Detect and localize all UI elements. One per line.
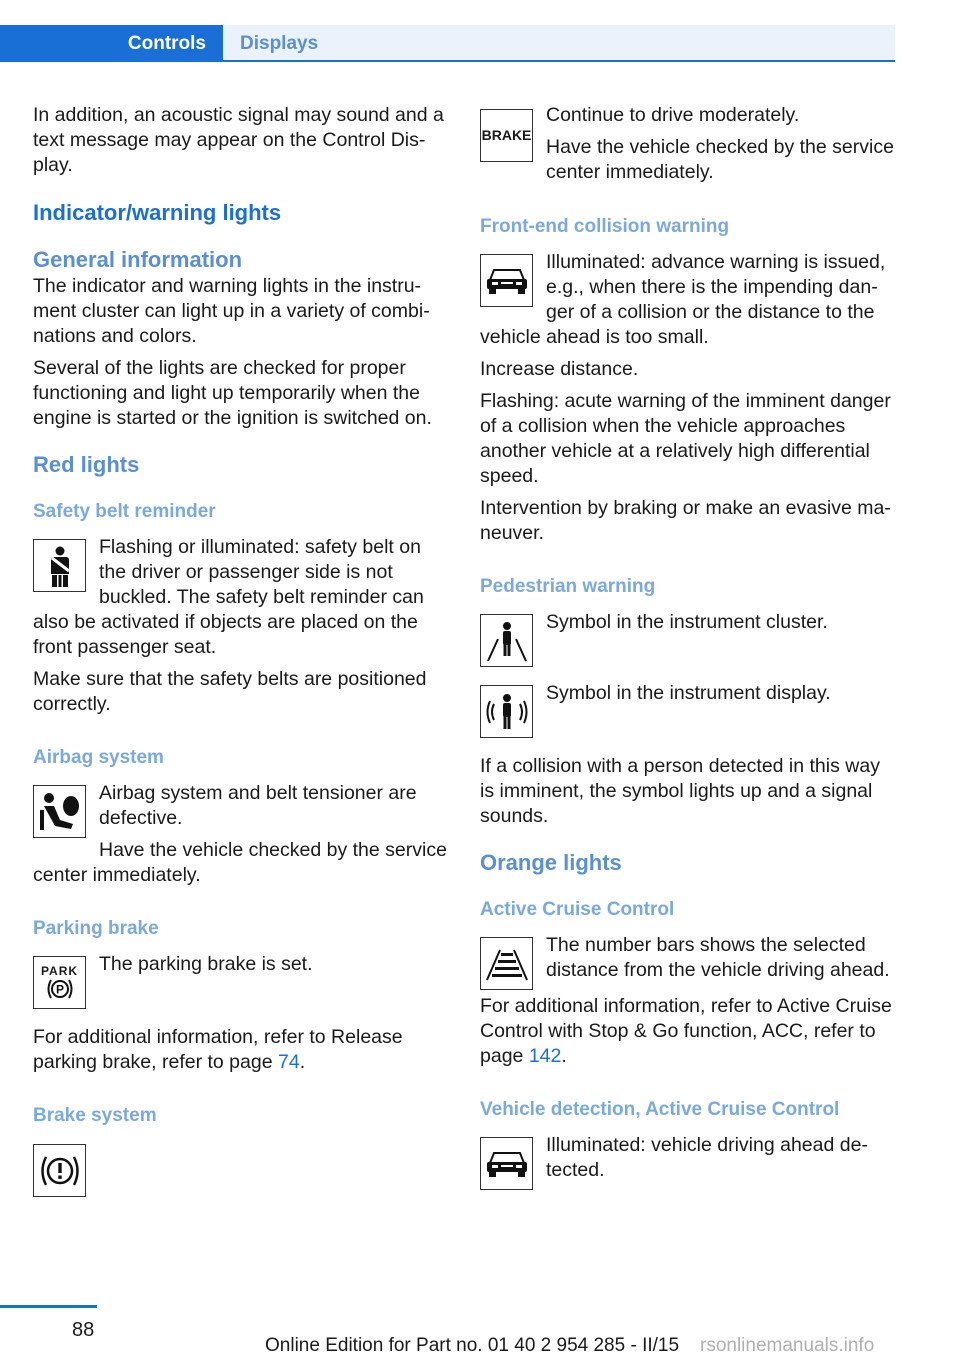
vehicle-detection-paragraph: Illuminated: vehicle driving ahead detected. (546, 1134, 868, 1181)
heading-red-lights: Red lights (33, 452, 140, 477)
brake-text-block (480, 103, 895, 185)
vehicle-detection-car-icon (480, 1137, 533, 1190)
airbag-icon (33, 785, 86, 838)
general-paragraph-2: Several of the lights are checked for proper functioning and light up temporarily when the engine is started or the ignition is switched on. (33, 357, 432, 429)
heading-active-cruise-control: Active Cruise Control (480, 899, 675, 920)
pedestrian-paragraph-2: Symbol in the instrument display. (546, 682, 831, 704)
general-paragraph-1: The indicator and warning lights in the instrument cluster can light up in a variety of combinations and colors. (33, 275, 430, 347)
pedestrian-display-icon (480, 685, 533, 738)
header-tabs (0, 25, 895, 62)
heading-airbag-system: Airbag system (33, 747, 164, 768)
tab-controls[interactable]: Controls (0, 25, 223, 62)
pedestrian-display-block (480, 681, 895, 706)
pedestrian-cluster-block (480, 610, 895, 635)
left-column (33, 103, 448, 1201)
heading-safety-belt-reminder: Safety belt reminder (33, 501, 216, 522)
tab-displays[interactable]: Displays (223, 25, 895, 62)
airbag-paragraph-2: Have the vehicle checked by the service center immediately. (33, 839, 447, 886)
heading-vehicle-detection: Vehicle detection, Active Cruise Control (480, 1099, 840, 1120)
parking-paragraph-1: The parking brake is set. (99, 953, 313, 975)
front-paragraph-3: Flashing: acute warning of the imminent danger of a collision when the vehicle approaches another vehicle at a relatively high differential speed. (480, 390, 891, 487)
acc-block (480, 933, 895, 983)
heading-indicator-warning-lights: Indicator/warning lights (33, 200, 282, 225)
edition-text: Online Edition for Part no. 01 40 2 954 285 - II/15 (265, 1335, 680, 1356)
page-link-142[interactable]: 142 (528, 1045, 562, 1067)
page-number: 88 (72, 1319, 95, 1341)
brake-paragraph-2: Have the vehicle checked by the service center immediately. (546, 136, 894, 183)
pedestrian-paragraph-1: Symbol in the instrument cluster. (546, 611, 828, 633)
belt-reminder-block (33, 535, 448, 660)
brake-text-icon (480, 109, 533, 162)
parking-paragraph-2 (33, 1025, 448, 1075)
acc-paragraph-2 (480, 994, 895, 1069)
park-icon-label: PARK (40, 964, 79, 978)
watermark: rsonlinemanuals.info (700, 1335, 875, 1356)
heading-pedestrian-warning: Pedestrian warning (480, 576, 656, 597)
page-link-74[interactable]: 74 (277, 1051, 300, 1073)
heading-parking-brake: Parking brake (33, 918, 159, 939)
footer-rule (0, 1305, 97, 1308)
airbag-paragraph-1: Airbag system and belt tensioner are defective. (99, 782, 417, 829)
brake-warning-icon (33, 1144, 86, 1197)
vehicle-detection-block (480, 1133, 895, 1183)
acc-ref-end: . (561, 1045, 567, 1067)
belt-paragraph-1: Flashing or illuminated: safety belt on the driver or passenger side is not buckled. The safety belt reminder can also be activated if objects are placed on the front passenger seat. (33, 536, 424, 658)
airbag-block (33, 781, 448, 888)
brake-icon-label: BRAKE (481, 127, 532, 143)
front-collision-block (480, 250, 895, 350)
belt-paragraph-2: Make sure that the safety belts are positioned correctly. (33, 668, 427, 715)
acc-distance-icon (480, 937, 533, 990)
parking-ref-text: For additional information, refer to Release parking brake, refer to page (33, 1026, 403, 1073)
brake-paragraph-1: Continue to drive moderately. (546, 104, 800, 126)
acc-ref-text: For additional information, refer to Active Cruise Control with Stop & Go function, ACC, refer to page (480, 995, 892, 1067)
front-paragraph-2: Increase distance. (480, 358, 639, 380)
pedestrian-cluster-icon (480, 614, 533, 667)
heading-brake-system: Brake system (33, 1105, 157, 1126)
heading-front-end-collision-warning: Front-end collision warning (480, 216, 730, 237)
acc-paragraph-1: The number bars shows the selected distance from the vehicle driving ahead. (546, 934, 890, 981)
heading-general-information: General information (33, 247, 243, 272)
pedestrian-paragraph-3: If a collision with a person detected in this way is imminent, the symbol lights up and a signal sounds. (480, 755, 880, 827)
front-paragraph-4: Intervention by braking or make an evasive maneuver. (480, 497, 891, 544)
front-collision-car-icon (480, 254, 533, 307)
parking-ref-end: . (299, 1051, 306, 1073)
front-paragraph-1: Illuminated: advance warning is issued, e.g., when there is the impending danger of a collision or the distance to the vehicle ahead is too small. (480, 251, 886, 348)
svg-text:P: P (55, 982, 64, 997)
park-brake-icon (33, 956, 86, 1009)
intro-text: In addition, an acoustic signal may sound and a text message may appear on the Control Display. (33, 104, 444, 176)
parking-brake-block (33, 952, 448, 997)
tab-underline (223, 60, 895, 62)
heading-orange-lights: Orange lights (480, 850, 622, 875)
right-column (480, 103, 895, 1194)
seatbelt-icon (33, 539, 86, 592)
